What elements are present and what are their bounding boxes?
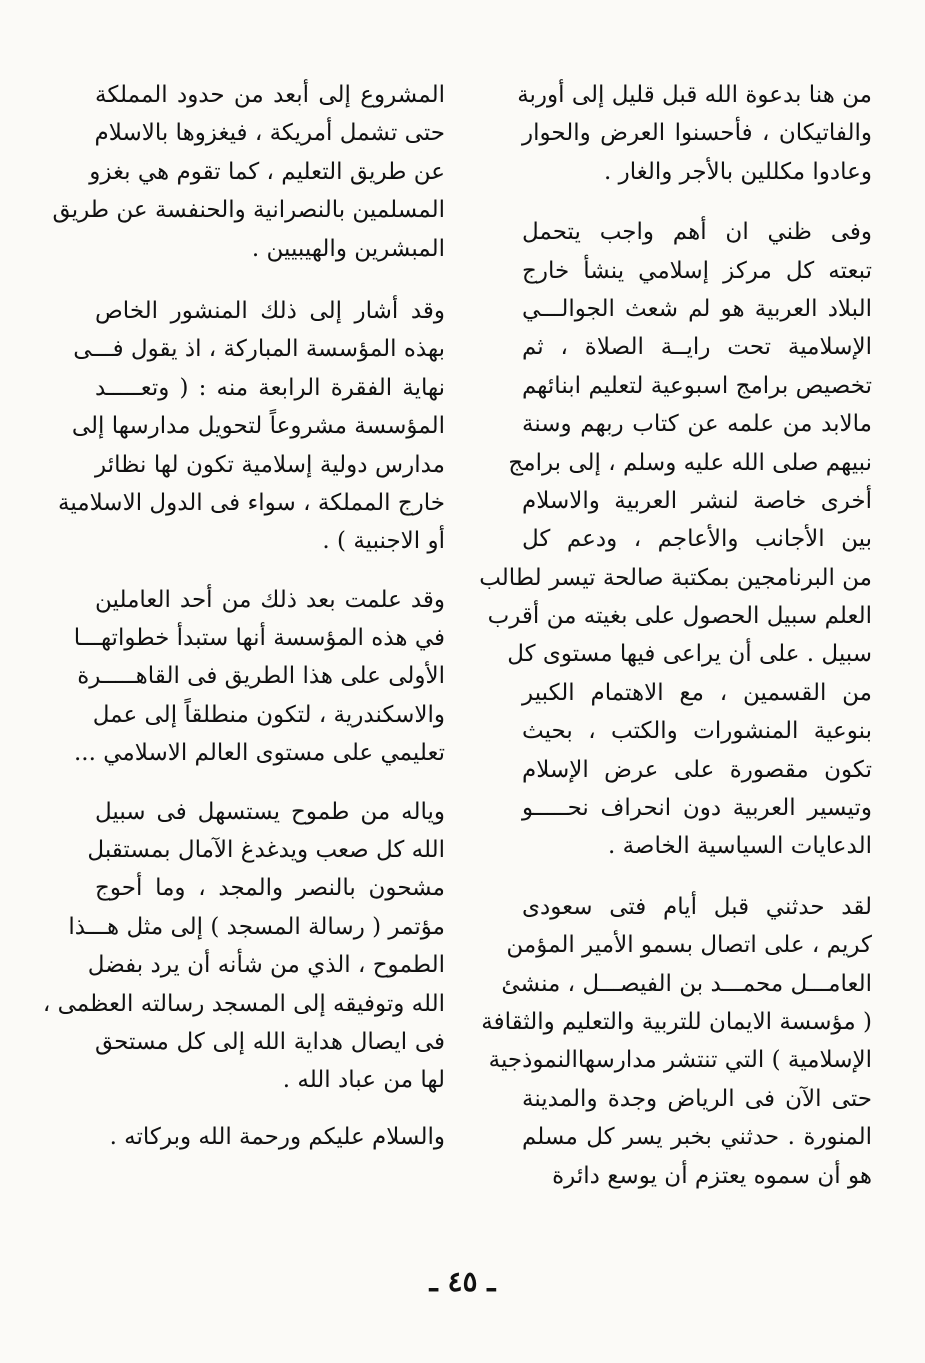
text-line: الأولى على هذا الطريق فى القاهـــــرة <box>77 663 445 690</box>
text-line: والفاتيكان ، فأحسنوا العرض والحوار <box>522 120 872 147</box>
text-line: بنوعية المنشورات والكتب ، بحيث <box>522 718 872 745</box>
paragraph <box>57 292 445 561</box>
text-line: تخصيص برامج اسبوعية لتعليم ابنائهم <box>522 372 872 399</box>
right-text-column <box>479 76 872 1195</box>
text-line: حتى الآن فى الرياض وجدة والمدينة <box>522 1085 872 1112</box>
text-line: حتى تشمل أمريكة ، فيغزوها بالاسلام <box>94 120 445 147</box>
text-line: لها من عباد الله . <box>282 1067 445 1094</box>
text-line: من هنا بدعوة الله قبل قليل إلى أوربة <box>517 82 872 108</box>
text-line: تبعته كل مركز إسلامي ينشأ خارج <box>522 257 872 284</box>
text-line: البلاد العربية هو لم شعث الجوالـــي <box>522 295 872 322</box>
text-line: العلم سبيل الحصول على بغيته من أقرب <box>487 603 872 630</box>
text-line: المسلمين بالنصرانية والحنفسة عن طريق <box>52 197 445 224</box>
text-line: المنورة . حدثني بخبر يسر كل مسلم <box>522 1124 872 1151</box>
paragraph <box>52 76 445 268</box>
paragraph <box>73 581 445 773</box>
text-line: الإسلامية تحت رايــة الصلاة ، ثم <box>522 334 872 361</box>
text-line: الطموح ، الذي من شأنه أن يرد بفضل <box>87 952 445 979</box>
left-text-column <box>42 76 445 1156</box>
text-line: بين الأجانب والأعاجم ، ودعم كل <box>522 526 872 553</box>
text-line: من البرنامجين بمكتبة صالحة تيسر لطالب <box>479 564 872 591</box>
text-line: وعادوا مكللين بالأجر والغار . <box>604 158 872 185</box>
text-line: وقد أشار إلى ذلك المنشور الخاص <box>95 297 445 324</box>
paragraph <box>95 1118 445 1156</box>
text-line: هو أن سموه يعتزم أن يوسع دائرة <box>552 1162 872 1189</box>
text-line: مدارس دولية إسلامية تكون لها نظائر <box>95 451 445 478</box>
text-line: المشروع إلى أبعد من حدود المملكة <box>95 82 445 108</box>
text-line: وقد علمت بعد ذلك من أحد العاملين <box>95 586 445 613</box>
text-line: في هذه المؤسسة أنها ستبدأ خطواتهـــا <box>73 625 445 652</box>
paragraph <box>42 793 445 1100</box>
paragraph <box>517 76 872 191</box>
text-line: من القسمين ، مع الاهتمام الكبير <box>522 679 872 706</box>
text-line: لقد حدثني قبل أيام فتى سعودى <box>522 893 872 920</box>
paragraph <box>479 213 872 866</box>
text-line: الإسلامية ) التي تنتشر مدارسهاالنموذجية <box>488 1047 872 1074</box>
text-line: تكون مقصورة على عرض الإسلام <box>522 756 872 783</box>
text-line: والاسكندرية ، لتكون منطلقاً إلى عمل <box>92 701 445 728</box>
text-line: كريم ، على اتصال بسمو الأمير المؤمن <box>506 932 872 959</box>
text-line: وياله من طموح يستسهل فى سبيل <box>95 798 445 825</box>
text-line: المؤسسة مشروعاً لتحويل مدارسها إلى <box>71 413 445 440</box>
paragraph <box>481 888 872 1195</box>
text-line: وتيسير العربية دون انحراف نحـــــو <box>522 795 872 822</box>
text-line: عن طريق التعليم ، كما تقوم هي بغزو <box>89 158 445 185</box>
text-line: بهذه المؤسسة المباركة ، اذ يقول فـــى <box>73 336 445 363</box>
text-line: ( مؤسسة الايمان للتربية والتعليم والثقافة <box>481 1008 872 1035</box>
text-line: الله كل صعب ويدغدغ الآمال بمستقبل <box>87 837 445 864</box>
text-line: مشحون بالنصر والمجد ، وما أحوج <box>95 875 445 902</box>
text-line: خارج المملكة ، سواء فى الدول الاسلامية <box>57 489 445 516</box>
text-line: نبيهم صلى الله عليه وسلم ، إلى برامج <box>508 449 872 476</box>
text-line: مؤتمر ( رسالة المسجد ) إلى مثل هـــذا <box>68 913 445 940</box>
text-line: تعليمي على مستوى العالم الاسلامي ... <box>74 740 445 767</box>
text-line: مالابد من علمه عن كتاب ربهم وسنة <box>522 411 872 438</box>
text-line: وفى ظني ان أهم واجب يتحمل <box>522 219 872 246</box>
text-line: الله وتوفيقه إلى المسجد رسالته العظمى ، <box>42 990 445 1017</box>
text-line: نهاية الفقرة الرابعة منه : ( وتعـــــد <box>95 374 445 401</box>
text-line: سبيل . على أن يراعى فيها مستوى كل <box>507 641 872 668</box>
page-number: ـ ٤٥ ـ <box>429 1265 496 1298</box>
text-line: العامـــل محمـــد بن الفيصـــل ، منشئ <box>501 970 872 997</box>
text-line: المبشرين والهيبيين . <box>251 235 445 262</box>
text-line: أخرى خاصة لنشر العربية والاسلام <box>522 487 872 514</box>
text-line: الدعايات السياسية الخاصة . <box>607 833 872 860</box>
text-line: أو الاجنبية ) . <box>322 528 445 555</box>
text-line: والسلام عليكم ورحمة الله وبركاته . <box>109 1123 445 1150</box>
text-line: فى ايصال هداية الله إلى كل مستحق <box>95 1028 445 1055</box>
